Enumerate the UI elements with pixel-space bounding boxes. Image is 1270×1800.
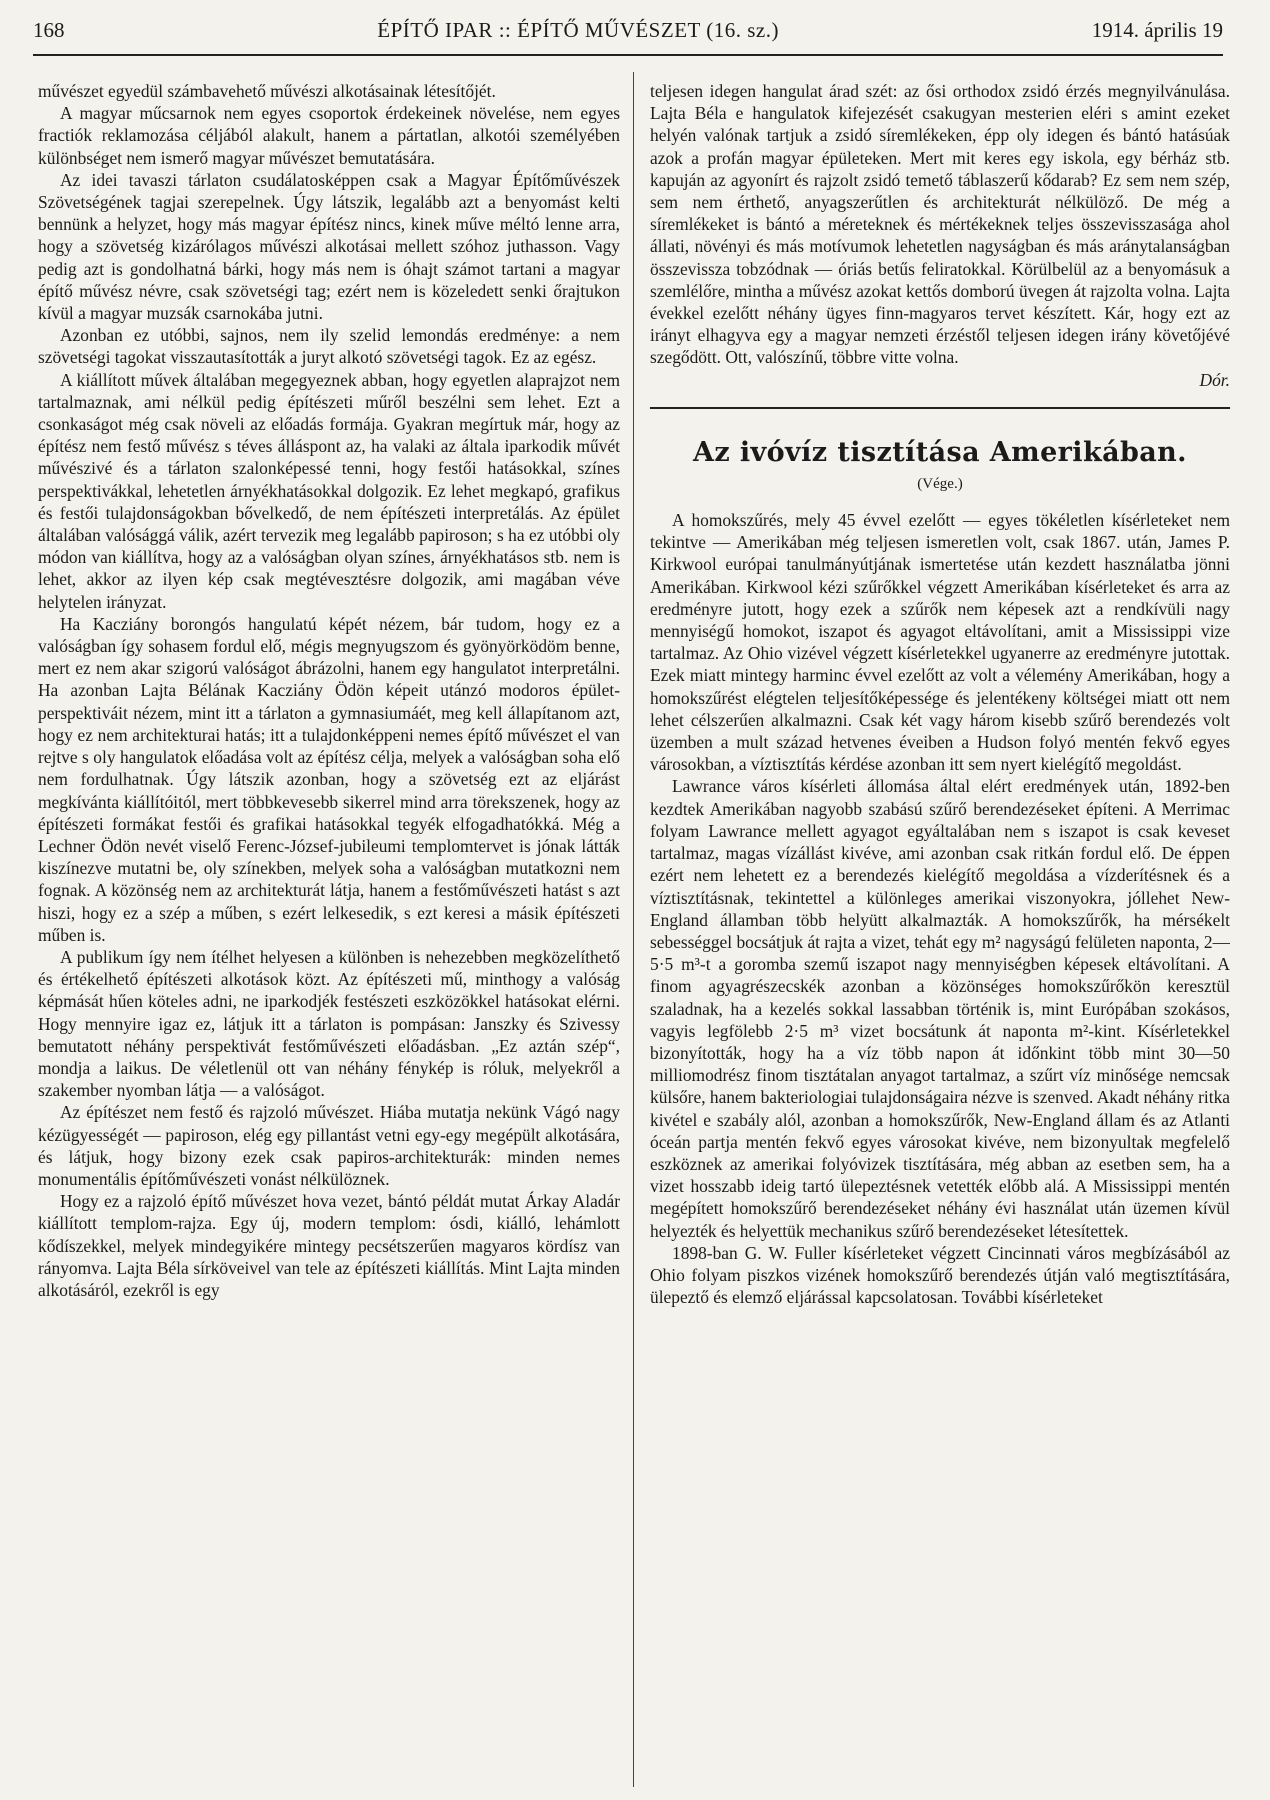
left-column [38,80,620,1790]
header-rule [33,54,1223,56]
paragraph: Az építészet nem festő és rajzoló művészet. Hiába mutatja nekünk Vágó nagy kézügyességét — papiroson, elég egy pillantást vetni egy-egy megépült alkotására, és látjuk, hogy bizony ezek csak papiros-architekturák: minden nemes monumentális építőművészeti vonást nélkülöznek. [38,1102,620,1189]
paragraph: Ha Kacziány borongós hangulatú képét nézem, bár tudom, hogy ez a valóságban így sohasem fordul elő, mégis megnyugszom és gyönyörködöm benne, mert ez nem akar szigorú valóságot ábrázolni, hanem egy hangulatot interpretálni. Ha azonban Lajta Bélának Kacziány Ödön képeit utánzó modoros épület-perspektiváit nézem, mint itt a tárlaton a gymnasiumáét, meg kell állapítanom azt, hogy ez nem architekturai hatás; itt a tulajdonképpeni nemes építő művészet el van rejtve s oly hangulatok előadása volt az építész célja, melyek a valóságban soha elő nem fordulhatnak. Úgy látszik azonban, hogy a szövetség ezt az eljárást megkívánta kiállítóitól, mert többkevesebb sikerrel mind arra törekszenek, hogy az építészeti formákat festői és grafikai hatásokkal tegyék elfogadhatókká. Még a Lechner Ödön nevét viselő Ferenc-József-jubileumi templomtervet is jónak látták kiszínezve mutatni be, oly színekben, melyek soha a valóságban mutatkozni nem fognak. A közönség nem az architekturát látja, hanem a festőművészeti hatást s azt hiszi, hogy ez a szép a műben, s ezért lelkesedik, s ezt keresi a másik építészeti műben is. [38,613,620,945]
article-subtitle: (Vége.) [917,475,963,492]
paragraph: A magyar műcsarnok nem egyes csoportok érdekeinek növelése, nem egyes fractiók reklamozása céljából alakult, hanem a pártatlan, alkotói személyében különbséget nem ismerő magyar művészet bemutatására. [38,103,620,168]
issue-date: 1914. április 19 [1091,17,1223,42]
paragraph: 1898-ban G. W. Fuller kísérleteket végzett Cincinnati város megbízásából az Ohio folyam piszkos vizének homokszűrő berendezés útján való megtisztítására, ülepeztő és elemző eljárással kapcsolatosan. További kísérleteket [650,1242,1230,1308]
paragraph: Hogy ez a rajzoló építő művészet hova vezet, bántó példát mutat Árkay Aladár kiállított templom-rajza. Egy új, modern templom: ósdi, kiálló, lehámlott kődíszekkel, melyek mindegyikére mintegy pecsétszerűen magyaros kördísz van rányomva. Lajta Béla sírköveivel van tele az építészeti kiállítás. Mint Lajta minden alkotásáról, ezekről is egy [38,1191,620,1300]
article-title: Az ivóvíz tisztítása Amerikában. [693,436,1187,468]
article-separator [650,407,1230,409]
paragraph: művészet egyedül számbavehető művészi alkotásainak létesítőjét. [38,81,496,101]
paragraph: A publikum így nem ítélhet helyesen a különben is nehezebben megközelíthető és értékelhető építészeti alkotások közt. Az építészeti mű, minthogy a valóság képmását hűen köteles adni, ne iparkodjék festészeti eszközökkel hatásokat elérni. Hogy mennyire igaz ez, látjuk itt a tárlaton is pompásan: Janszky és Szivessy bemutatott néhány perspektivát festőművészeti előadásban. „Ez aztán szép“, mondja a laikus. De véletlenül ott van néhány fénykép is róluk, melyekről a szakember nyomban látja — a valóságot. [38,946,620,1101]
paragraph: Az idei tavaszi tárlaton csudálatosképpen csak a Magyar Építőművészek Szövetségének tagjai szerepelnek. Úgy látszik, legalább azt a benyomást kelti bennünk a helyzet, hogy más magyar építész nincs, kinek műve méltó lenne arra, hogy a szövetség kizárólagos művészi alkotásai mellett szóhoz juthasson. Vagy pedig azt is gondolhatná bárki, hogy más nem is óhajt számot tartani a magyar építő művész névre, csak szövetségi tag; ezért nem is közeledett senki őrajtukon kívül a magyar muzsák csarnokába jutni. [38,169,620,324]
paragraph: teljesen idegen hangulat árad szét: az ősi orthodox zsidó érzés megnyilvánulása. Lajta Béla e hangulatok kifejezését csakugyan mesterien eléri s amint ezeket helyén valónak tartjuk a zsidó síremlékeken, épp oly idegen és bántó hatásúak azok a profán magyar épületeken. Mert mit keres egy iskola, egy bérház stb. kapuján az agyonírt és rajzolt zsidó temető táblaszerű kődarab? Ez sem nem szép, sem nem érthető, anyagszerűtlen és architekturát nélkülöző. De még a síremlékeket is bántó a méreteknek és mértékeknek teljes összevisszasága ahol állati, növényi és más motívumok lehetetlen nagyságban és más aránytalanságban összevissza tobzódnak — óriás betűs feliratokkal. Körülbelül az a benyomásuk a szemlélőre, mintha a művész azokat kettős domború üvegen át rajzolta volna. Lajta évekkel ezelőtt néhány ügyes finn-magyaros tervet készített. Kár, hogy ezt az irányt elhagyva egy a magyar nemzeti érzéstől teljesen idegen irány követőjévé szegődött. Ott, valószínű, többre vitte volna. [650,81,1230,368]
publication-title: ÉPÍTŐ IPAR :: ÉPÍTŐ MŰVÉSZET (16. sz.) [377,17,779,42]
page-number: 168 [33,17,65,42]
paragraph: Lawrance város kísérleti állomása által elért eredmények után, 1892-ben kezdtek Amerikában nagyobb szabású szűrő berendezéseket építeni. A Merrimac folyam Lawrance mellett agyagot egyáltalában nem s iszapot is csak keveset tartalmaz, magas vízállást kivéve, ami azonban csak ritkán fordul elő. De éppen ezért nem lehetett ez a berendezés kielégítő megoldása a vízderítésnek és a víztisztításnak, tekintettel a különleges amerikai viszonyokra, jóllehet New-England államban több helyütt alkalmazták. A homokszűrők, ha mérsékelt sebességgel bocsátjuk át rajta a vizet, tehát egy m² nagyságú felületen naponta, 2—5·5 m³-t a goromba szemű iszapot nagy mennyiségben képesek eltávolítani. A finom agyagrészecskék azonban a közönséges homokszűrőkön keresztül szaladnak, ha a kezelés sokkal lassabban történik is, mint Európában szokásos, vagyis legfölebb 2·5 m³ vizet bocsátunk át naponta m²-kint. Kísérletekkel bizonyították, hogy ha a víz több napon át időnkint több mint 30—50 milliomodrész finom tisztátalan anyagot tartalmaz, a szűrt víz minősége nemcsak külsőre, hanem bakteriologiai tulajdonságaira nézve is szenved. Akadt néhány ritka kivétel e szabály alól, azonban a homokszűrők, New-England állam és az Atlanti óceán partja mentén fekvő egyes városokat kivéve, nem bizonyultak megfelelő eszköznek az amerikai folyóvizek tisztítására, még abban az esetben sem, ha a vizet hosszabb ideig tartó ülepeztésnek vetették előbb alá. A Mississippi mentén megépített homokszűrő berendezéseket néhány évi használat után üzemen kívül helyezték és helyettük mechanikus szűrő berendezéseket létesítettek. [650,776,1230,1241]
column-divider [633,72,634,1787]
paragraph: A homokszűrés, mely 45 évvel ezelőtt — egyes tökéletlen kísérleteket nem tekintve — Amerikában még teljesen ismeretlen volt, csak 1867. után, James P. Kirkwool európai tanulmányútjának ismertetése után kezdett használatba jönni Amerikában. Kirkwool kézi szűrőkkel végzett Amerikában kísérleteket és arra az eredményre jutott, hogy ezek a szűrők nem képesek azt a rendkívüli nagy mennyiségű homokot, iszapot és agyagot eltávolítani, amit a Mississippi vize tartalmaz. Az Ohio vizével végzett kísérletekkel ugyanerre az eredményre jutottak. Ezek miatt mintegy harminc évvel ezelőtt az volt a vélemény Amerikában, hogy a homokszűrést elégtelen teljesítőképessége és jelentékeny költségei miatt ott nem lehet célszerűen alkalmazni. Csak két vagy három kisebb szűrő berendezés volt üzemben a mult század hetvenes éveiben a Hudson folyó mentén fekvő egyes városokban, a víztisztítás kérdése azonban itt sem nyert kielégítő megoldást. [650,510,1230,775]
paragraph: Azonban ez utóbbi, sajnos, nem ily szelid lemondás eredménye: a nem szövetségi tagokat visszautasították a juryt alkotó szövetségi tagok. Ez az egész. [38,325,620,368]
right-column [650,80,1230,1790]
paragraph: A kiállított művek általában megegyeznek abban, hogy egyetlen alaprajzot nem tartalmaznak, ami nélkül pedig építészeti műről beszélni sem lehet. Ezt a csonkaságot még csak növeli az előadás formája. Gyakran megírtuk már, hogy az építész nem festő művész s téves álláspont az, ha valaki az általa iparkodik művét művészivé és a tárlaton szalonképessé tenni, hogy festői hatásokkal, színes perspektivákkal, lehetetlen árnyékhatásokkal dolgozik. Ez lehet megkapó, grafikus és festői tulajdonságokban bővelkedő, de nem építészeti interpretálás. Az épület általában valósággá válik, azért tervezik meg legalább papiroson; s ha ez utóbbi oly módon van kiállítva, hogy az a valóságban olyan színes, árnyékhatásos stb. nem is lehet, akkor az ilyen kép csak megtévesztésre dolgozik, ami magában véve helytelen irányzat. [38,369,620,612]
page-header [33,10,1223,50]
author-signature: Dór. [1199,369,1230,390]
